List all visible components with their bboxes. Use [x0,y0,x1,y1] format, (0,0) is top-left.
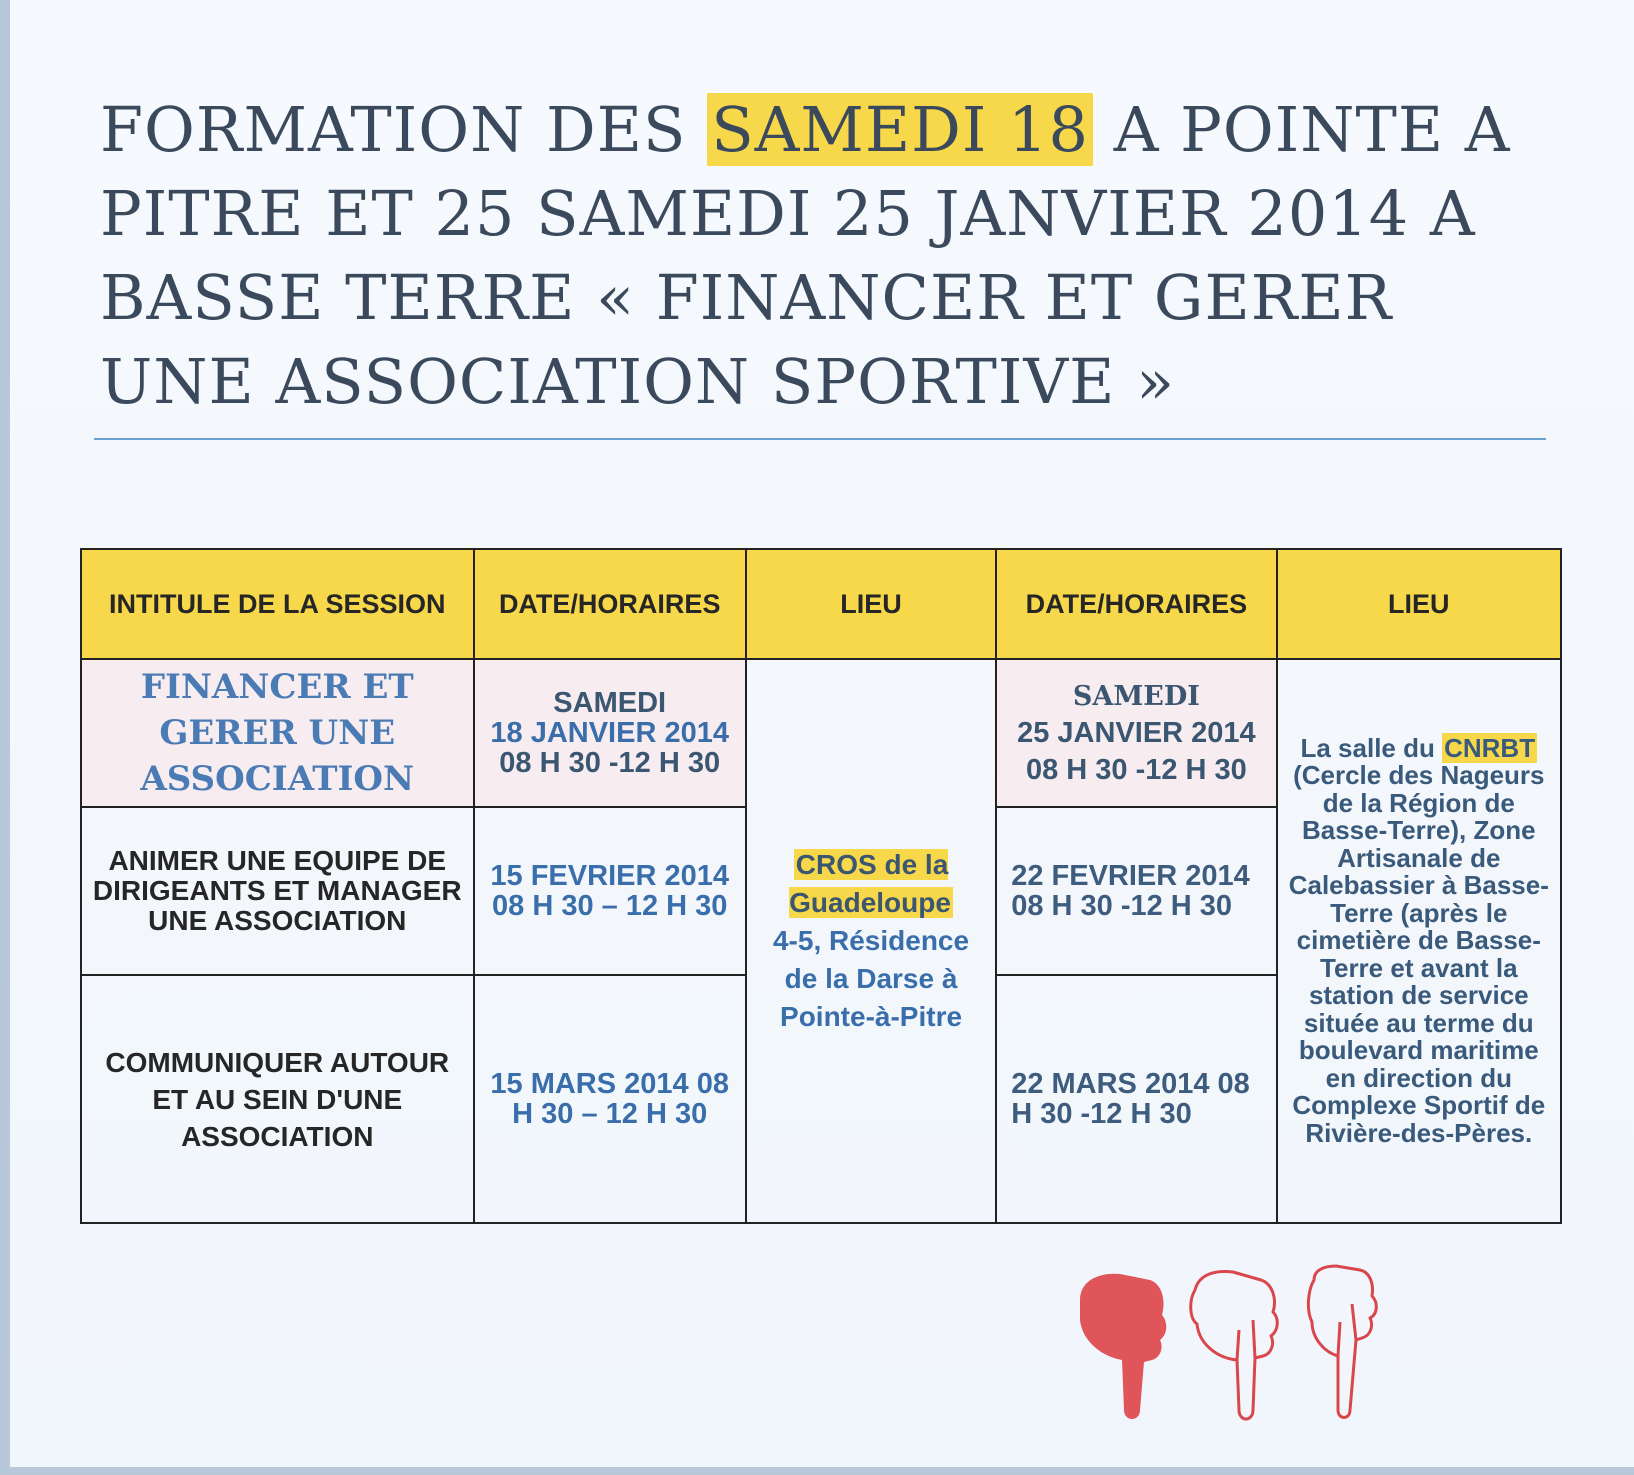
header-session: INTITULE DE LA SESSION [81,549,474,659]
date-line: 18 JANVIER 2014 [490,717,729,749]
place-highlight: CNRBT [1444,732,1536,763]
title-part-2: A POINTE A PITRE ET 25 SAMEDI 25 JANVIER 2014 A BASSE TERRE « FINANCER ET GERER UNE ASSOCIATION SPORTIVE » [100,93,1511,418]
header-date-1: DATE/HORAIRES [474,549,746,659]
title-underline [94,438,1546,440]
date-line: SAMEDI [553,687,667,719]
date-cell [474,659,746,807]
header-place-2: LIEU [1277,549,1561,659]
place-address: (Cercle des Nageurs de la Région de Basse-Terre), Zone Artisanale de Calebassier à Basse-Terre (après le cimetière de Basse-Terre et avant la station de service située au terme du boulevard maritime en direction du Complexe Sportif de Rivière-des-Pères. [1288,760,1549,1148]
date-cell: 15 MARS 2014 08 H 30 – 12 H 30 [474,975,746,1223]
date-line: 25 JANVIER 2014 [1017,716,1256,749]
date-cell: 22 FEVRIER 2014 08 H 30 -12 H 30 [996,807,1276,975]
header-date-2: DATE/HORAIRES [996,549,1276,659]
place-cell-pointe-a-pitre [746,659,996,1223]
date-cell [996,659,1276,807]
table-row [81,659,1561,807]
place-prefix: La salle du [1300,732,1443,763]
session-title: ANIMER UNE EQUIPE DE DIRIGEANTS ET MANAGER UNE ASSOCIATION [81,807,474,975]
session-title: COMMUNIQUER AUTOUR ET AU SEIN D'UNE ASSOCIATION [81,975,474,1223]
date-line: SAMEDI [1072,680,1200,712]
pointing-hand-slim-outline-icon [1308,1266,1376,1418]
date-line: 08 H 30 -12 H 30 [499,747,721,779]
page-title [100,88,1540,424]
pointing-hand-filled-icon [1080,1274,1166,1419]
table-header-row [81,549,1561,659]
place-highlight: CROS de la Guadeloupe [789,849,951,918]
session-title: FINANCER ET GERER UNE ASSOCIATION [81,659,474,807]
place-cell-basse-terre [1277,659,1561,1223]
title-highlight: SAMEDI 18 [707,93,1093,166]
date-cell: 15 FEVRIER 2014 08 H 30 – 12 H 30 [474,807,746,975]
date-cell: 22 MARS 2014 08 H 30 -12 H 30 [996,975,1276,1223]
title-part-1: FORMATION DES [100,93,708,166]
header-place-1: LIEU [746,549,996,659]
pointing-hand-outline-icon [1191,1272,1278,1419]
date-line: 08 H 30 -12 H 30 [1025,753,1247,786]
pointing-hands [1070,1260,1390,1430]
schedule-table [80,548,1562,1224]
place-address: 4-5, Résidence de la Darse à Pointe-à-Pitre [772,925,970,1032]
